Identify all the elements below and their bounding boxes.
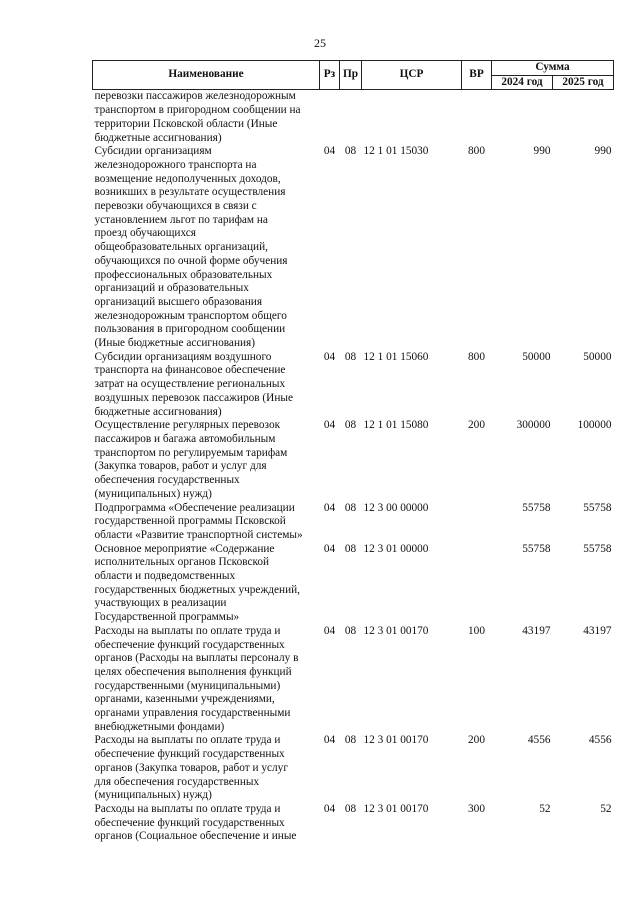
row-pr: 08 [344, 419, 357, 432]
row-pr: 08 [344, 501, 357, 514]
row-name-line: воздушных перевозок пассажиров (Иные [94, 391, 293, 404]
row-name [93, 502, 320, 543]
row-name-line: государственной программы Псковской [94, 515, 286, 528]
row-sum-2025: 55758 [583, 542, 612, 555]
row-name-line: области «Развитие транспортной системы» [94, 528, 303, 541]
row-name-line: внебюджетными фондами) [94, 720, 225, 733]
row-name-line: общеобразовательных организаций, [94, 241, 268, 254]
row-sum-2025: 50000 [583, 350, 612, 363]
row-sum-2025: 52 [600, 802, 612, 815]
row-name-line: Расходы на выплаты по оплате труда и [94, 624, 281, 637]
row-name [93, 734, 320, 803]
row-name-line: перевозки пассажиров железнодорожным [94, 90, 296, 103]
row-name-line: бюджетные ассигнования) [94, 405, 222, 418]
row-vr: 300 [468, 802, 485, 815]
row-name-line: для обеспечения государственных [94, 775, 260, 788]
row-sum-2024: 990 [533, 145, 551, 158]
row-name-line: организаций высшего образования [94, 295, 263, 308]
row-name-line: Государственной программы» [94, 611, 240, 624]
row-name [93, 543, 320, 625]
row-name [93, 90, 320, 145]
row-name-line: Осуществление регулярных перевозок [94, 419, 281, 432]
row-sum-2024: 43197 [522, 624, 551, 637]
row-rz: 04 [323, 145, 336, 158]
row-name [93, 803, 320, 844]
row-csr: 12 1 01 15030 [363, 145, 429, 158]
row-name-line: органов (Закупка товаров, работ и услуг [94, 761, 288, 774]
row-sum-2024: 300000 [516, 419, 551, 432]
row-csr: 12 1 01 15080 [363, 419, 429, 432]
row-sum-2024: 52 [539, 802, 551, 815]
row-vr: 200 [468, 734, 485, 747]
row-name-line: участвующих в реализации [94, 597, 227, 610]
row-name [93, 625, 320, 735]
row-sum-2024: 55758 [522, 501, 551, 514]
table-row [93, 145, 614, 351]
row-name-line: государственных бюджетных учреждений, [94, 583, 300, 596]
row-name-line: возникших в результате осуществления [94, 186, 286, 199]
table-row [93, 90, 614, 145]
row-vr: 800 [468, 350, 485, 363]
row-pr: 08 [344, 350, 357, 363]
row-sum-2025: 990 [594, 145, 612, 158]
table-row [93, 543, 614, 625]
row-name-line: Расходы на выплаты по оплате труда и [94, 802, 281, 815]
row-name-line: (Иные бюджетные ассигнования) [94, 337, 256, 350]
table-row [93, 419, 614, 501]
row-rz: 04 [323, 542, 336, 555]
row-sum-2025: 4556 [588, 734, 612, 747]
header-year-2025: 2025 год [553, 75, 614, 90]
row-name-line: органами, казенными учреждениями, [94, 693, 275, 706]
row-name-line: перевозки обучающихся в связи с [94, 200, 257, 213]
row-vr [462, 543, 492, 625]
row-pr: 08 [344, 542, 357, 555]
row-name-line: органами управления государственными [94, 707, 291, 720]
table-row [93, 625, 614, 735]
row-csr [362, 90, 462, 145]
row-name-line: обеспечение функций государственных [94, 748, 285, 761]
row-name-line: затрат на осуществление региональных [94, 378, 286, 391]
header-sum: Сумма [492, 61, 614, 76]
table-row [93, 351, 614, 420]
table-row [93, 803, 614, 844]
row-name-line: (муниципальных) нужд) [94, 789, 212, 802]
row-name-line: обеспечение функций государственных [94, 638, 285, 651]
row-name-line: государственными (муниципальными) [94, 679, 281, 692]
row-name-line: организаций и образовательных [94, 282, 249, 295]
row-pr: 08 [344, 145, 357, 158]
row-rz: 04 [323, 734, 336, 747]
row-csr: 12 3 01 00170 [363, 734, 429, 747]
row-rz: 04 [323, 350, 336, 363]
row-rz: 04 [323, 802, 336, 815]
row-csr: 12 3 01 00000 [363, 542, 429, 555]
row-vr [462, 502, 492, 543]
table-row [93, 734, 614, 803]
row-name-line: (Закупка товаров, работ и услуг для [94, 460, 267, 473]
row-name-line: профессиональных образовательных [94, 268, 273, 281]
row-name-line: исполнительных органов Псковской [94, 556, 270, 569]
header-csr: ЦСР [362, 61, 462, 90]
row-vr [462, 90, 492, 145]
row-csr: 12 3 00 00000 [363, 501, 429, 514]
row-name-line: железнодорожного транспорта на [94, 158, 257, 171]
row-sum-2024 [492, 90, 553, 145]
row-name-line: возмещение недополученных доходов, [94, 172, 281, 185]
row-pr [340, 90, 362, 145]
row-name-line: Расходы на выплаты по оплате труда и [94, 734, 281, 747]
header-name: Наименование [93, 61, 320, 90]
row-sum-2025: 43197 [583, 624, 612, 637]
row-name-line: пользования в пригородном сообщении [94, 323, 286, 336]
row-name-line: Основное мероприятие «Содержание [94, 542, 275, 555]
row-csr: 12 1 01 15060 [363, 350, 429, 363]
row-rz [320, 90, 340, 145]
row-sum-2024: 4556 [527, 734, 551, 747]
row-name-line: органов (Социальное обеспечение и иные [94, 830, 297, 843]
header-year-2024: 2024 год [492, 75, 553, 90]
budget-table [92, 60, 614, 844]
table-body [93, 90, 614, 844]
row-rz: 04 [323, 419, 336, 432]
row-sum-2024: 50000 [522, 350, 551, 363]
row-name-line: обеспечение функций государственных [94, 816, 285, 829]
row-name-line: Подпрограмма «Обеспечение реализации [94, 501, 295, 514]
row-name-line: установлением льгот по тарифам на [94, 213, 268, 226]
row-pr: 08 [344, 734, 357, 747]
row-name [93, 351, 320, 420]
row-name-line: железнодорожным транспортом общего [94, 309, 287, 322]
row-name-line: органов (Расходы на выплаты персоналу в [94, 652, 299, 665]
row-name-line: (муниципальных) нужд) [94, 487, 212, 500]
row-name-line: территории Псковской области (Иные [94, 117, 278, 130]
row-rz: 04 [323, 501, 336, 514]
row-name-line: транспорта на финансовое обеспечение [94, 364, 286, 377]
row-vr: 200 [468, 419, 485, 432]
header-rz: Рз [320, 61, 340, 90]
row-name-line: бюджетные ассигнования) [94, 131, 222, 144]
row-name [93, 419, 320, 501]
row-name-line: области и подведомственных [94, 570, 236, 583]
row-name [93, 145, 320, 351]
row-name-line: Субсидии организациям [94, 145, 212, 158]
row-sum-2025: 100000 [577, 419, 612, 432]
header-pr: Пр [340, 61, 362, 90]
row-vr: 800 [468, 145, 485, 158]
page-number: 25 [314, 36, 326, 50]
row-sum-2025: 55758 [583, 501, 612, 514]
row-name-line: транспортом в пригородном сообщении на [94, 104, 301, 117]
row-sum-2024: 55758 [522, 542, 551, 555]
row-pr: 08 [344, 624, 357, 637]
row-pr: 08 [344, 802, 357, 815]
row-name-line: обеспечения государственных [94, 474, 240, 487]
row-vr: 100 [468, 624, 485, 637]
row-name-line: пассажиров и багажа автомобильным [94, 432, 276, 445]
header-vr: ВР [462, 61, 492, 90]
row-sum-2025 [553, 90, 614, 145]
row-name-line: проезд обучающихся [94, 227, 196, 240]
row-csr: 12 3 01 00170 [363, 624, 429, 637]
row-name-line: обучающихся по очной форме обучения [94, 254, 288, 267]
row-csr: 12 3 01 00170 [363, 802, 429, 815]
row-name-line: транспортом по регулируемым тарифам [94, 446, 288, 459]
row-name-line: Субсидии организациям воздушного [94, 350, 272, 363]
table-row [93, 502, 614, 543]
row-name-line: целях обеспечения выполнения функций [94, 665, 292, 678]
row-rz: 04 [323, 624, 336, 637]
